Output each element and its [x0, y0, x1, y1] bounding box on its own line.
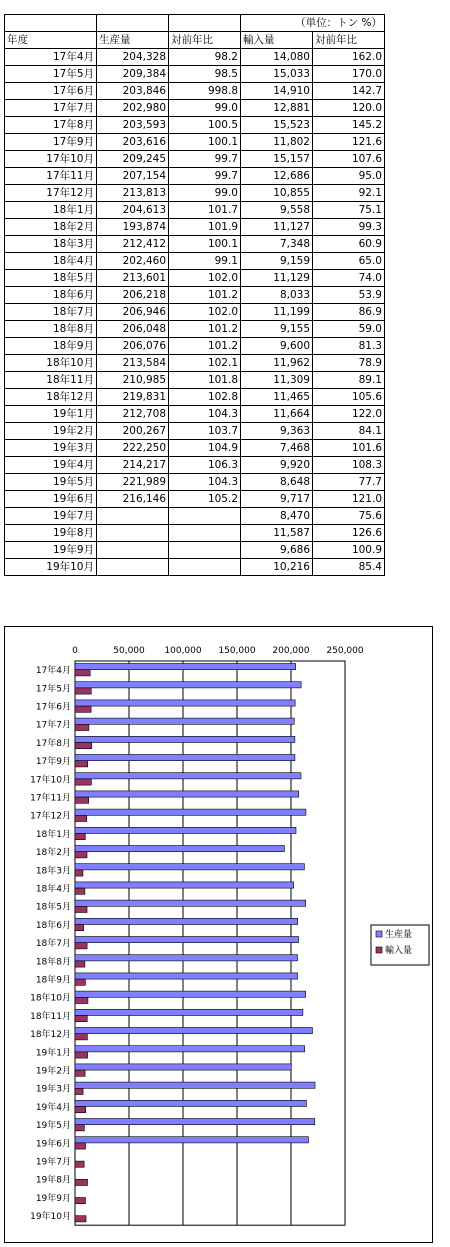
table-cell [97, 508, 169, 525]
category-label: 17年12月 [30, 811, 71, 822]
table-cell: 17年6月 [5, 83, 97, 100]
bar-import [75, 1125, 84, 1131]
bar-import [75, 797, 89, 803]
table-row [5, 372, 385, 389]
table-cell: 18年1月 [5, 202, 97, 219]
category-label: 18年12月 [30, 1030, 71, 1041]
table-cell: 206,218 [97, 287, 169, 304]
table-cell: 122.0 [313, 406, 385, 423]
bar-import [75, 706, 91, 712]
table-row [5, 168, 385, 185]
bar-production [75, 791, 299, 797]
bar-production [75, 664, 296, 670]
table-cell: 214,217 [97, 457, 169, 474]
table-cell: 101.9 [169, 219, 241, 236]
bar-production [75, 846, 284, 852]
table-cell: 98.2 [169, 49, 241, 66]
table-cell [169, 508, 241, 525]
table-row [5, 304, 385, 321]
category-label: 18年5月 [35, 902, 71, 913]
table-cell: 10,216 [241, 559, 313, 576]
table-cell: 11,587 [241, 525, 313, 542]
blank-cell [97, 15, 169, 32]
table-cell: 102.8 [169, 389, 241, 406]
table-row [5, 202, 385, 219]
table-row [5, 134, 385, 151]
table-cell: 100.1 [169, 236, 241, 253]
bar-import [75, 1052, 88, 1058]
category-label: 18年10月 [30, 993, 71, 1004]
table-cell [169, 559, 241, 576]
table-cell: 99.7 [169, 151, 241, 168]
table-row [5, 525, 385, 542]
table-cell: 193,874 [97, 219, 169, 236]
blank-cell [5, 15, 97, 32]
column-header: 対前年比 [313, 32, 385, 49]
bar-production [75, 937, 299, 943]
table-cell: 209,245 [97, 151, 169, 168]
table-row [5, 49, 385, 66]
table-cell: 200,267 [97, 423, 169, 440]
bar-import [75, 1198, 85, 1204]
table-cell: 85.4 [313, 559, 385, 576]
table-cell: 108.3 [313, 457, 385, 474]
bar-production [75, 1064, 291, 1070]
table-cell: 19年7月 [5, 508, 97, 525]
category-label: 18年3月 [35, 866, 71, 877]
table-cell: 18年5月 [5, 270, 97, 287]
table-cell: 142.7 [313, 83, 385, 100]
category-label: 18年9月 [35, 975, 71, 986]
table-cell: 17年8月 [5, 117, 97, 134]
table-cell: 99.0 [169, 185, 241, 202]
table-cell: 202,460 [97, 253, 169, 270]
table-cell: 17年4月 [5, 49, 97, 66]
bar-production [75, 864, 304, 870]
table-cell: 14,080 [241, 49, 313, 66]
table-cell: 11,465 [241, 389, 313, 406]
bar-import [75, 961, 85, 967]
category-label: 19年3月 [35, 1084, 71, 1095]
x-tick-label: 200,000 [272, 646, 310, 656]
table-cell: 9,600 [241, 338, 313, 355]
x-tick-label: 150,000 [218, 646, 256, 656]
table-cell: 15,523 [241, 117, 313, 134]
table-cell: 99.7 [169, 168, 241, 185]
table-cell: 100.9 [313, 542, 385, 559]
table-cell: 95.0 [313, 168, 385, 185]
table-cell: 101.2 [169, 321, 241, 338]
table-cell: 19年1月 [5, 406, 97, 423]
table-cell: 8,033 [241, 287, 313, 304]
bar-chart [5, 627, 432, 1242]
table-cell: 212,412 [97, 236, 169, 253]
table-row [5, 185, 385, 202]
bar-production [75, 773, 301, 779]
legend-label: 輸入量 [385, 946, 413, 956]
bar-production [75, 918, 298, 924]
header-row [5, 32, 385, 49]
table-cell: 86.9 [313, 304, 385, 321]
table-cell: 65.0 [313, 253, 385, 270]
bar-production [75, 955, 298, 961]
category-label: 19年2月 [35, 1066, 71, 1077]
table-cell: 12,881 [241, 100, 313, 117]
table-row [5, 406, 385, 423]
table-cell: 102.0 [169, 270, 241, 287]
category-label: 19年9月 [35, 1193, 71, 1204]
table-row [5, 100, 385, 117]
table-cell: 75.6 [313, 508, 385, 525]
table-cell: 170.0 [313, 66, 385, 83]
table-cell: 18年6月 [5, 287, 97, 304]
table-row [5, 338, 385, 355]
table-row [5, 287, 385, 304]
table-cell: 210,985 [97, 372, 169, 389]
table-cell: 18年11月 [5, 372, 97, 389]
table-cell [97, 542, 169, 559]
table-cell [169, 525, 241, 542]
bar-import [75, 943, 87, 949]
unit-note: （単位：トン %） [241, 15, 385, 32]
table-cell: 104.9 [169, 440, 241, 457]
table-row [5, 253, 385, 270]
bar-import [75, 724, 89, 730]
table-cell: 18年9月 [5, 338, 97, 355]
bar-import [75, 1161, 84, 1167]
category-label: 19年10月 [30, 1212, 71, 1223]
table-cell: 92.1 [313, 185, 385, 202]
table-cell: 145.2 [313, 117, 385, 134]
table-cell: 19年8月 [5, 525, 97, 542]
table-row [5, 389, 385, 406]
table-cell: 11,199 [241, 304, 313, 321]
table-cell: 77.7 [313, 474, 385, 491]
table-row [5, 270, 385, 287]
x-tick-label: 50,000 [113, 646, 145, 656]
table-cell: 9,717 [241, 491, 313, 508]
table-row [5, 559, 385, 576]
bar-import [75, 925, 84, 931]
table-cell: 213,584 [97, 355, 169, 372]
table-cell: 19年10月 [5, 559, 97, 576]
category-label: 17年9月 [35, 757, 71, 768]
table-cell: 216,146 [97, 491, 169, 508]
bar-import [75, 852, 87, 858]
table-cell: 101.7 [169, 202, 241, 219]
table-cell: 12,686 [241, 168, 313, 185]
table-cell: 19年9月 [5, 542, 97, 559]
bar-import [75, 670, 90, 676]
table-cell: 203,593 [97, 117, 169, 134]
bar-production [75, 1119, 315, 1125]
table-cell: 11,309 [241, 372, 313, 389]
table-cell: 203,616 [97, 134, 169, 151]
unit-row [5, 15, 385, 32]
table-cell: 19年6月 [5, 491, 97, 508]
table-cell: 101.2 [169, 287, 241, 304]
table-cell: 99.1 [169, 253, 241, 270]
column-header: 年度 [5, 32, 97, 49]
table-cell: 18年4月 [5, 253, 97, 270]
category-label: 18年4月 [35, 884, 71, 895]
table-cell: 121.6 [313, 134, 385, 151]
bar-import [75, 761, 88, 767]
bar-production [75, 1028, 312, 1034]
table-row [5, 236, 385, 253]
x-tick-label: 100,000 [164, 646, 202, 656]
category-label: 19年6月 [35, 1139, 71, 1150]
table-cell [97, 525, 169, 542]
table-cell: 105.6 [313, 389, 385, 406]
table-cell [97, 559, 169, 576]
table-cell: 9,558 [241, 202, 313, 219]
table-cell: 213,601 [97, 270, 169, 287]
bar-import [75, 906, 87, 912]
table-row [5, 219, 385, 236]
bar-import [75, 779, 91, 785]
table-cell: 204,613 [97, 202, 169, 219]
category-label: 17年7月 [35, 720, 71, 731]
bar-production [75, 900, 306, 906]
bar-production [75, 1137, 308, 1143]
bar-production [75, 682, 301, 688]
category-label: 17年10月 [30, 775, 71, 786]
table-cell: 18年7月 [5, 304, 97, 321]
table-cell: 120.0 [313, 100, 385, 117]
category-label: 18年1月 [35, 829, 71, 840]
chart-frame [4, 626, 433, 1243]
table-cell: 14,910 [241, 83, 313, 100]
table-row [5, 440, 385, 457]
bar-production [75, 991, 306, 997]
bar-import [75, 1070, 85, 1076]
table-cell: 18年10月 [5, 355, 97, 372]
table-cell: 11,802 [241, 134, 313, 151]
bar-import [75, 997, 88, 1003]
table-cell: 9,155 [241, 321, 313, 338]
table-cell: 17年12月 [5, 185, 97, 202]
table-cell: 101.8 [169, 372, 241, 389]
table-cell: 221,989 [97, 474, 169, 491]
table-cell: 84.1 [313, 423, 385, 440]
table-cell: 19年3月 [5, 440, 97, 457]
table-cell: 7,348 [241, 236, 313, 253]
table-row [5, 508, 385, 525]
table-cell: 17年5月 [5, 66, 97, 83]
table-cell: 99.0 [169, 100, 241, 117]
table-row [5, 491, 385, 508]
table-cell: 207,154 [97, 168, 169, 185]
bar-production [75, 827, 296, 833]
table-cell: 206,048 [97, 321, 169, 338]
bar-production [75, 718, 294, 724]
table-cell: 75.1 [313, 202, 385, 219]
table-cell: 17年7月 [5, 100, 97, 117]
bar-import [75, 834, 85, 840]
column-header: 輸入量 [241, 32, 313, 49]
blank-cell [169, 15, 241, 32]
table-cell: 17年11月 [5, 168, 97, 185]
table-cell: 18年3月 [5, 236, 97, 253]
category-label: 19年1月 [35, 1048, 71, 1059]
table-row [5, 321, 385, 338]
bar-import [75, 1016, 87, 1022]
table-cell: 18年8月 [5, 321, 97, 338]
bar-import [75, 1143, 85, 1149]
table-cell: 202,980 [97, 100, 169, 117]
bar-production [75, 755, 295, 761]
category-label: 19年7月 [35, 1157, 71, 1168]
table-cell: 15,033 [241, 66, 313, 83]
table-row [5, 474, 385, 491]
table-cell: 9,686 [241, 542, 313, 559]
table-cell: 102.0 [169, 304, 241, 321]
table-cell: 17年10月 [5, 151, 97, 168]
bar-import [75, 1179, 88, 1185]
table-cell: 8,470 [241, 508, 313, 525]
category-label: 18年8月 [35, 957, 71, 968]
table-cell: 219,831 [97, 389, 169, 406]
bar-production [75, 1082, 315, 1088]
table-cell: 126.6 [313, 525, 385, 542]
table-row [5, 542, 385, 559]
table-cell: 162.0 [313, 49, 385, 66]
category-label: 17年5月 [35, 684, 71, 695]
table-cell: 11,962 [241, 355, 313, 372]
table-cell: 18年12月 [5, 389, 97, 406]
table-cell: 19年5月 [5, 474, 97, 491]
table-cell: 59.0 [313, 321, 385, 338]
table-cell: 11,129 [241, 270, 313, 287]
bar-import [75, 1034, 87, 1040]
data-table [4, 14, 385, 576]
category-label: 17年6月 [35, 702, 71, 713]
category-label: 18年11月 [30, 1011, 71, 1022]
table-cell: 213,813 [97, 185, 169, 202]
table-cell: 106.3 [169, 457, 241, 474]
bar-import [75, 815, 87, 821]
table-cell: 206,076 [97, 338, 169, 355]
table-cell: 998.8 [169, 83, 241, 100]
category-label: 19年8月 [35, 1175, 71, 1186]
column-header: 生産量 [97, 32, 169, 49]
bar-production [75, 1009, 303, 1015]
category-label: 19年5月 [35, 1121, 71, 1132]
table-cell: 11,127 [241, 219, 313, 236]
table-cell: 101.2 [169, 338, 241, 355]
table-row [5, 457, 385, 474]
table-cell: 100.5 [169, 117, 241, 134]
table-cell: 15,157 [241, 151, 313, 168]
table-cell: 10,855 [241, 185, 313, 202]
table-row [5, 66, 385, 83]
table-cell: 121.0 [313, 491, 385, 508]
table-cell: 203,846 [97, 83, 169, 100]
bar-production [75, 700, 295, 706]
table-cell: 78.9 [313, 355, 385, 372]
table-cell: 103.7 [169, 423, 241, 440]
table-cell: 104.3 [169, 406, 241, 423]
category-label: 17年11月 [30, 793, 71, 804]
column-header: 対前年比 [169, 32, 241, 49]
bar-import [75, 888, 85, 894]
table-cell: 107.6 [313, 151, 385, 168]
category-label: 18年6月 [35, 920, 71, 931]
table-cell: 81.3 [313, 338, 385, 355]
table-cell: 9,920 [241, 457, 313, 474]
bar-production [75, 1046, 305, 1052]
x-tick-label: 250,000 [326, 646, 364, 656]
table-cell: 9,363 [241, 423, 313, 440]
table-cell: 19年2月 [5, 423, 97, 440]
bar-production [75, 973, 298, 979]
category-label: 19年4月 [35, 1102, 71, 1113]
bar-import [75, 1088, 83, 1094]
table-cell: 7,468 [241, 440, 313, 457]
legend-label: 生産量 [385, 930, 413, 940]
table-cell: 9,159 [241, 253, 313, 270]
bar-import [75, 979, 85, 985]
table-cell: 105.2 [169, 491, 241, 508]
category-label: 17年4月 [35, 666, 71, 677]
table-cell: 204,328 [97, 49, 169, 66]
table-cell: 222,250 [97, 440, 169, 457]
x-tick-label: 0 [72, 646, 78, 656]
category-label: 17年8月 [35, 738, 71, 749]
table-cell: 18年2月 [5, 219, 97, 236]
table-cell: 89.1 [313, 372, 385, 389]
bar-import [75, 743, 92, 749]
bar-import [75, 870, 83, 876]
table-cell: 99.3 [313, 219, 385, 236]
table-row [5, 355, 385, 372]
table-row [5, 151, 385, 168]
table-cell: 206,946 [97, 304, 169, 321]
legend-swatch [376, 931, 382, 937]
table-row [5, 83, 385, 100]
table-cell: 209,384 [97, 66, 169, 83]
table-cell: 53.9 [313, 287, 385, 304]
bar-import [75, 1107, 86, 1113]
table-cell: 8,648 [241, 474, 313, 491]
category-label: 18年7月 [35, 939, 71, 950]
bar-import [75, 688, 91, 694]
table-cell: 102.1 [169, 355, 241, 372]
bar-import [75, 1216, 86, 1222]
category-label: 18年2月 [35, 848, 71, 859]
bar-production [75, 736, 295, 742]
bar-production [75, 809, 306, 815]
table-cell: 100.1 [169, 134, 241, 151]
table-row [5, 423, 385, 440]
table-cell: 104.3 [169, 474, 241, 491]
bar-production [75, 882, 294, 888]
table-cell: 17年9月 [5, 134, 97, 151]
table-cell: 212,708 [97, 406, 169, 423]
table-cell: 98.5 [169, 66, 241, 83]
table-cell [169, 542, 241, 559]
legend-swatch [376, 947, 382, 953]
bar-production [75, 1100, 306, 1106]
table-cell: 101.6 [313, 440, 385, 457]
table-row [5, 117, 385, 134]
table-cell: 60.9 [313, 236, 385, 253]
table-cell: 74.0 [313, 270, 385, 287]
table-cell: 19年4月 [5, 457, 97, 474]
table-cell: 11,664 [241, 406, 313, 423]
